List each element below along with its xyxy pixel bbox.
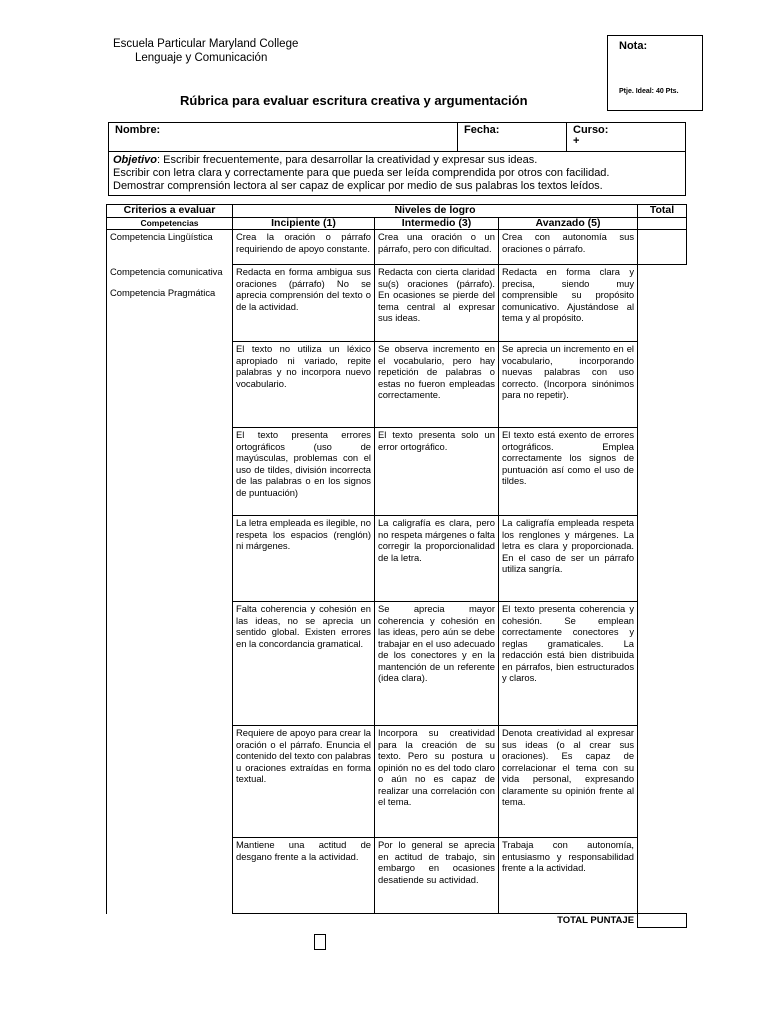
row-6-avanzado: El texto presenta coherencia y cohesión. Se emplean correctamente conectores y reglas gramaticales. La redacción está bien distribuida en párrafos, bien estructurados y claros. bbox=[499, 602, 638, 726]
total-header: Total bbox=[638, 205, 687, 218]
row-6-incipiente: Falta coherencia y cohesión en las ideas, no se aprecia un sentido global. Existen errores en la concordancia gramatical. bbox=[233, 602, 375, 726]
curso-field[interactable] bbox=[567, 123, 686, 152]
total-cell[interactable] bbox=[638, 217, 687, 230]
placeholder-glyph-box bbox=[314, 934, 326, 950]
competencias-cell bbox=[107, 265, 233, 342]
row-7-intermedio: Incorpora su creatividad para la creación de su texto. Pero su postura u opinión no es del todo claro o aún no es capaz de realizar una correlación con el tema. bbox=[375, 726, 499, 838]
row-8-intermedio: Por lo general se aprecia en actitud de trabajo, sin embargo en ocasiones desatiende su actividad. bbox=[375, 838, 499, 914]
row-4-incipiente: El texto presenta errores ortográficos (uso de mayúsculas, problemas con el uso de tildes, división incorrecta de las palabras o en los signos de puntuación) bbox=[233, 428, 375, 516]
row-1-avanzado: Crea con autonomía sus oraciones o párrafo. bbox=[499, 230, 638, 265]
objetivo-text: : Escribir frecuentemente, para desarrollar la creatividad y expresar sus ideas. bbox=[157, 154, 538, 166]
fecha-field[interactable]: Fecha: bbox=[458, 123, 567, 152]
grade-box bbox=[607, 35, 703, 111]
subject-name: Lenguaje y Comunicación bbox=[135, 52, 268, 64]
row-3-avanzado: Se aprecia un incremento en el vocabulario, incorporando nuevas palabras con uso correcto. (Incorpora sinónimos para no repetir). bbox=[499, 342, 638, 428]
objective-cell bbox=[109, 152, 686, 196]
curso-label: Curso: bbox=[573, 124, 609, 136]
nombre-field[interactable]: Nombre: bbox=[109, 123, 458, 152]
nota-label: Nota: bbox=[619, 40, 648, 52]
row-8-incipiente: Mantiene una actitud de desgano frente a la actividad. bbox=[233, 838, 375, 914]
row-7-incipiente: Requiere de apoyo para crear la oración o el párrafo. Enuncia el contenido del texto con palabras u oraciones extraídas en forma textual. bbox=[233, 726, 375, 838]
intermedio-header: Intermedio (3) bbox=[375, 217, 499, 230]
incipiente-header: Incipiente (1) bbox=[233, 217, 375, 230]
row-4-avanzado: El texto está exento de errores ortográficos. Emplea correctamente los signos de puntuación así como el uso de tildes. bbox=[499, 428, 638, 516]
competencia-comunicativa: Competencia comunicativa bbox=[110, 265, 223, 277]
rubric-table bbox=[106, 204, 687, 928]
row-5-avanzado: La caligrafía empleada respeta los renglones y márgenes. La letra es clara y proporcionada. En el caso de ser un párrafo utiliza sangría. bbox=[499, 516, 638, 602]
competencias-header: Competencias bbox=[107, 217, 233, 230]
objective-line3: Demostrar comprensión lectora al ser capaz de explicar por medio de sus palabras los textos leídos. bbox=[113, 180, 603, 192]
row-1-incipiente: Crea la oración o párrafo requiriendo de apoyo constante. bbox=[233, 230, 375, 265]
row-4-intermedio: El texto presenta solo un error ortográfico. bbox=[375, 428, 499, 516]
row-1-total[interactable] bbox=[638, 230, 687, 265]
page-title: Rúbrica para evaluar escritura creativa y argumentación bbox=[180, 93, 528, 108]
avanzado-header: Avanzado (5) bbox=[499, 217, 638, 230]
competencia-linguistica: Competencia Lingüística bbox=[107, 230, 233, 265]
objetivo-label: Objetivo bbox=[113, 154, 158, 166]
ptje-ideal: Ptje. Ideal: 40 Pts. bbox=[619, 88, 679, 95]
row-6-intermedio: Se aprecia mayor coherencia y cohesión en las ideas, pero aún se debe trabajar en el uso adecuado de los conectores y en la mantención de un referente (idea clara). bbox=[375, 602, 499, 726]
student-info-table bbox=[108, 122, 686, 196]
row-5-intermedio: La caligrafía es clara, pero no respeta márgenes o falta corregir la proporcionalidad de la letra. bbox=[375, 516, 499, 602]
row-1-intermedio: Crea una oración o un párrafo, pero con dificultad. bbox=[375, 230, 499, 265]
total-puntaje-label: TOTAL PUNTAJE bbox=[557, 915, 635, 926]
school-name: Escuela Particular Maryland College bbox=[113, 38, 299, 50]
row-8-avanzado: Trabaja con autonomía, entusiasmo y responsabilidad frente a la actividad. bbox=[499, 838, 638, 914]
curso-mark: + bbox=[573, 135, 580, 147]
criterios-header: Criterios a evaluar bbox=[107, 205, 233, 218]
row-7-avanzado: Denota creatividad al expresar sus ideas (o al crear sus oraciones). Es capaz de correlacionar el tema con su vida personal, expresando claramente su opinión frente al tema. bbox=[499, 726, 638, 838]
objective-line2: Escribir con letra clara y correctamente para que pueda ser leída comprendida por otros con facilidad. bbox=[113, 167, 610, 179]
school-header bbox=[113, 37, 298, 65]
row-3-incipiente: El texto no utiliza un léxico apropiado ni variado, repite palabras y no incorpora nuevo vocabulario. bbox=[233, 342, 375, 428]
row-2-incipiente: Redacta en forma ambigua sus oraciones (párrafo) No se aprecia comprensión del texto o de la actividad. bbox=[233, 265, 375, 342]
niveles-header: Niveles de logro bbox=[233, 205, 638, 218]
row-2-avanzado: Redacta en forma clara y precisa, siendo muy comprensible su propósito comunicativo. Ajustándose al tema y al propósito. bbox=[499, 265, 638, 342]
row-2-intermedio: Redacta con cierta claridad su(s) oraciones (párrafo). En ocasiones se pierde del tema central al expresar sus ideas. bbox=[375, 265, 499, 342]
row-3-intermedio: Se observa incremento en el vocabulario, pero hay repetición de palabras o estas no fueron empleadas correctamente. bbox=[375, 342, 499, 428]
total-puntaje-cell[interactable] bbox=[638, 914, 687, 928]
competencia-pragmatica: Competencia Pragmática bbox=[110, 287, 216, 298]
row-5-incipiente: La letra empleada es ilegible, no respeta los espacios (renglón) ni márgenes. bbox=[233, 516, 375, 602]
